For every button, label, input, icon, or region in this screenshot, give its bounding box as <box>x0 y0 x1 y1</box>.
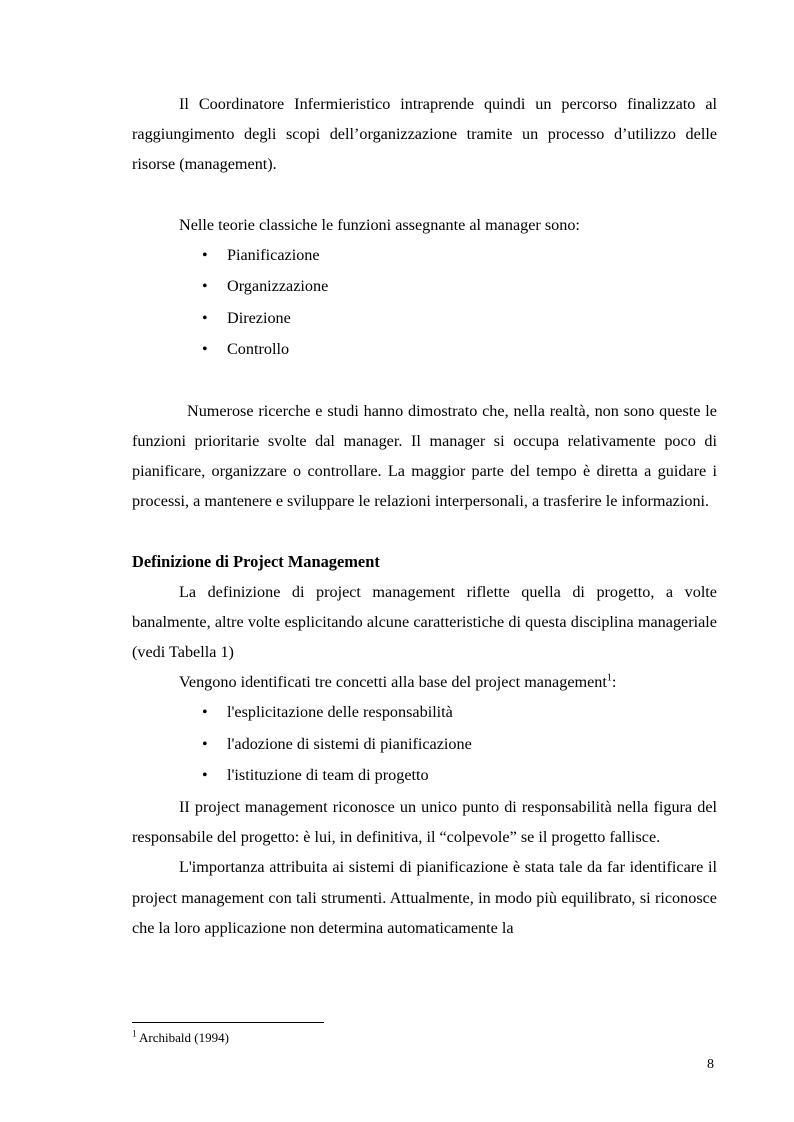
list-item: • l'esplicitazione delle responsabilità <box>202 697 717 729</box>
intro-paragraph-1: Il Coordinatore Infermieristico intraprende quindi un percorso finalizzato al raggiungimento degli scopi dell’organizzazione tramite un processo d’utilizzo delle risorse (management). <box>132 95 717 174</box>
footnote-number: 1 <box>132 1028 137 1039</box>
list-item: • l'istituzione di team di progetto <box>202 760 717 792</box>
page-number: 8 <box>707 1057 714 1072</box>
footnote-text: Archibald (1994) <box>139 1030 229 1045</box>
concepts-list <box>132 697 717 792</box>
intro-paragraph-2: Nelle teorie classiche le funzioni assegnante al manager sono: <box>179 215 580 234</box>
footnote-reference: 1 <box>606 672 612 684</box>
section-paragraph-3: II project management riconosce un unico punto di responsabilità nella figura del responsabile del progetto: è lui, in definitiva, il “colpevole” se il progetto fallisce. <box>132 797 717 847</box>
list-item: • Organizzazione <box>202 271 717 303</box>
section-heading: Definizione di Project Management <box>132 551 380 571</box>
list-item: • l'adozione di sistemi di pianificazione <box>202 729 717 761</box>
section-paragraph-2-end: : <box>611 673 617 692</box>
intro-paragraph-3: Numerose ricerche e studi hanno dimostrato che, nella realtà, non sono queste le funzioni prioritarie svolte dal manager. Il manager si occupa relativamente poco di pianificare, organizzare o controllare. La maggior parte del tempo è diretta a guidare i processi, a mantenere e sviluppare le relazioni interpersonali, a trasferire le informazioni. <box>132 401 717 511</box>
section-paragraph-1: La definizione di project management riflette quella di progetto, a volte banalmente, altre volte esplicitando alcune caratteristiche di questa disciplina manageriale (vedi Tabella 1) <box>132 582 717 662</box>
footnote-divider <box>132 1022 324 1023</box>
page-body <box>132 89 717 943</box>
section-paragraph-2 <box>132 667 717 697</box>
list-item: • Direzione <box>202 303 717 335</box>
functions-list <box>132 240 717 366</box>
footnote <box>132 1030 229 1046</box>
list-item: • Controllo <box>202 334 717 366</box>
list-item: • Pianificazione <box>202 240 717 272</box>
section-paragraph-4: L'importanza attribuita ai sistemi di pianificazione è stata tale da far identificare il project management con tali strumenti. Attualmente, in modo più equilibrato, si riconosce che la loro applicazione non determina automaticamente la <box>132 858 717 937</box>
section-paragraph-2-text: Vengono identificati tre concetti alla base del project management <box>179 673 607 692</box>
